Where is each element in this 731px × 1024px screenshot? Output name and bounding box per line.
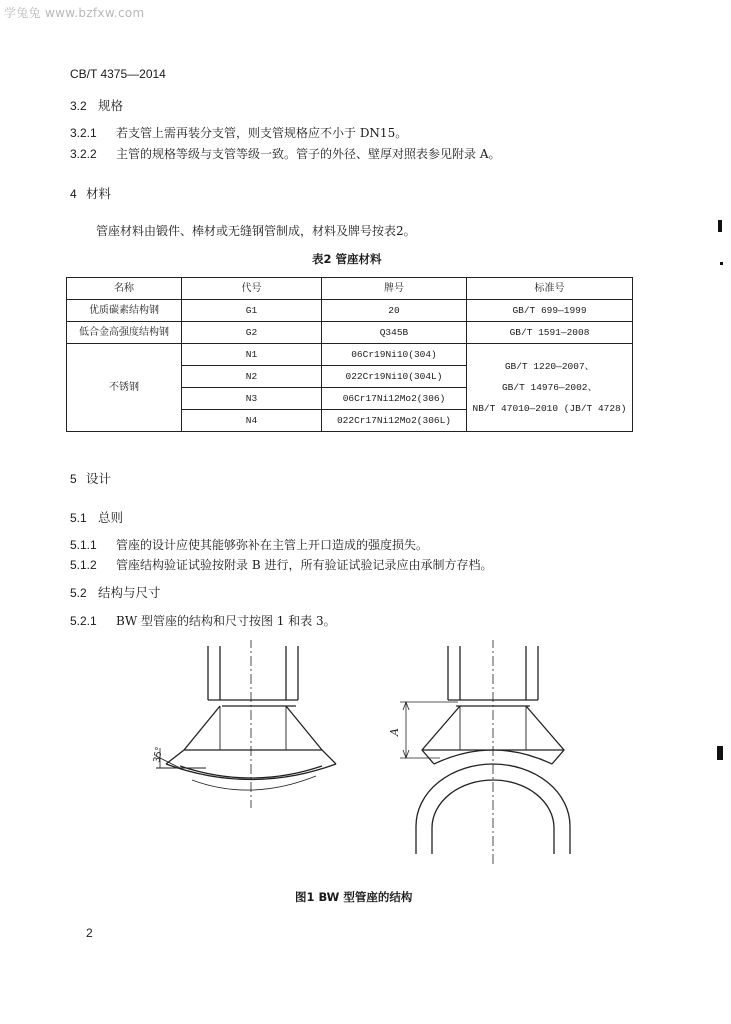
table-row (67, 300, 633, 322)
clause-3-2-1 (70, 124, 407, 141)
cell-code: N1 (182, 344, 322, 366)
figure-caption: 图1 BW 型管座的结构 (295, 890, 413, 904)
cell-standard-group (467, 344, 633, 432)
section-title: 设计 (86, 471, 112, 486)
clause-text: 管座结构验证试验按附录 B 进行，所有验证试验记录应由承制方存档。 (116, 558, 493, 572)
header-cell-standard: 标准号 (467, 278, 633, 300)
section-title: 总则 (98, 510, 124, 525)
cell-standard: GB/T 699—1999 (467, 300, 633, 322)
clause-text: BW 型管座的结构和尺寸按图 1 和表 3。 (116, 614, 336, 628)
cell-standard: GB/T 1591—2008 (467, 322, 633, 344)
header-cell-grade: 牌号 (322, 278, 467, 300)
scan-mark (718, 220, 722, 232)
clause-5-1-2 (70, 556, 492, 573)
section-number: 5 (70, 472, 77, 486)
scan-mark (720, 262, 723, 265)
section-heading-5 (70, 469, 111, 487)
watermark: 学兔兔 www.bzfxw.com (4, 6, 145, 20)
clause-text: 主管的规格等级与支管等级一致。管子的外径、壁厚对照表参见附录 A。 (116, 147, 501, 161)
section-heading-5-1 (70, 508, 123, 526)
materials-table (66, 277, 633, 432)
angle-label: 35° (152, 746, 165, 764)
page-number: 2 (86, 926, 93, 940)
table-caption: 表2 管座材料 (312, 252, 382, 266)
section-number: 4 (70, 187, 77, 201)
clause-3-2-2 (70, 145, 500, 162)
clause-number: 3.2.1 (70, 126, 97, 140)
figure-bw-pipe-seat (140, 640, 590, 870)
clause-text: 管座的设计应使其能够弥补在主管上开口造成的强度损失。 (116, 538, 429, 552)
scan-mark (717, 746, 723, 760)
clause-number: 5.1.1 (70, 538, 97, 552)
section-number: 3.2 (70, 99, 87, 113)
standard-line: GB/T 14976—2002、 (501, 382, 597, 393)
cell-grade: 022Cr17Ni12Mo2(306L) (322, 410, 467, 432)
cell-name: 优质碳素结构钢 (67, 300, 182, 322)
section-title: 结构与尺寸 (98, 585, 161, 600)
cell-grade: 20 (322, 300, 467, 322)
cell-name: 低合金高强度结构钢 (67, 322, 182, 344)
cell-grade: Q345B (322, 322, 467, 344)
clause-number: 5.1.2 (70, 558, 97, 572)
table-row (67, 322, 633, 344)
clause-text: 若支管上需再装分支管，则支管规格应不小于 DN15。 (116, 126, 408, 140)
cell-grade: 022Cr19Ni10(304L) (322, 366, 467, 388)
standard-number: CB/T 4375—2014 (70, 67, 166, 81)
section-number: 5.1 (70, 511, 87, 525)
cell-code: G1 (182, 300, 322, 322)
section-heading-5-2 (70, 583, 161, 601)
cell-name: 不锈钢 (67, 344, 182, 432)
cell-code: G2 (182, 322, 322, 344)
section-title: 规格 (98, 98, 124, 113)
cell-code: N3 (182, 388, 322, 410)
table-row (67, 344, 633, 366)
cell-grade: 06Cr19Ni10(304) (322, 344, 467, 366)
section-heading-3-2 (70, 96, 123, 114)
cell-code: N4 (182, 410, 322, 432)
standard-line: GB/T 1220—2007、 (504, 361, 595, 372)
table-header-row (67, 278, 633, 300)
dimension-label-a: A (388, 728, 401, 736)
clause-5-1-1 (70, 536, 428, 553)
section-title: 材料 (86, 186, 112, 201)
header-cell-name: 名称 (67, 278, 182, 300)
cell-code: N2 (182, 366, 322, 388)
section-number: 5.2 (70, 586, 87, 600)
clause-number: 3.2.2 (70, 147, 97, 161)
left-view (156, 640, 336, 808)
materials-paragraph: 管座材料由锻件、棒材或无缝钢管制成，材料及牌号按表2。 (96, 224, 416, 238)
clause-number: 5.2.1 (70, 614, 97, 628)
standard-line: NB/T 47010—2010 (JB/T 4728) (472, 403, 627, 414)
cell-grade: 06Cr17Ni12Mo2(306) (322, 388, 467, 410)
header-cell-code: 代号 (182, 278, 322, 300)
right-view (400, 640, 570, 866)
section-heading-4 (70, 184, 111, 202)
clause-5-2-1 (70, 612, 336, 629)
